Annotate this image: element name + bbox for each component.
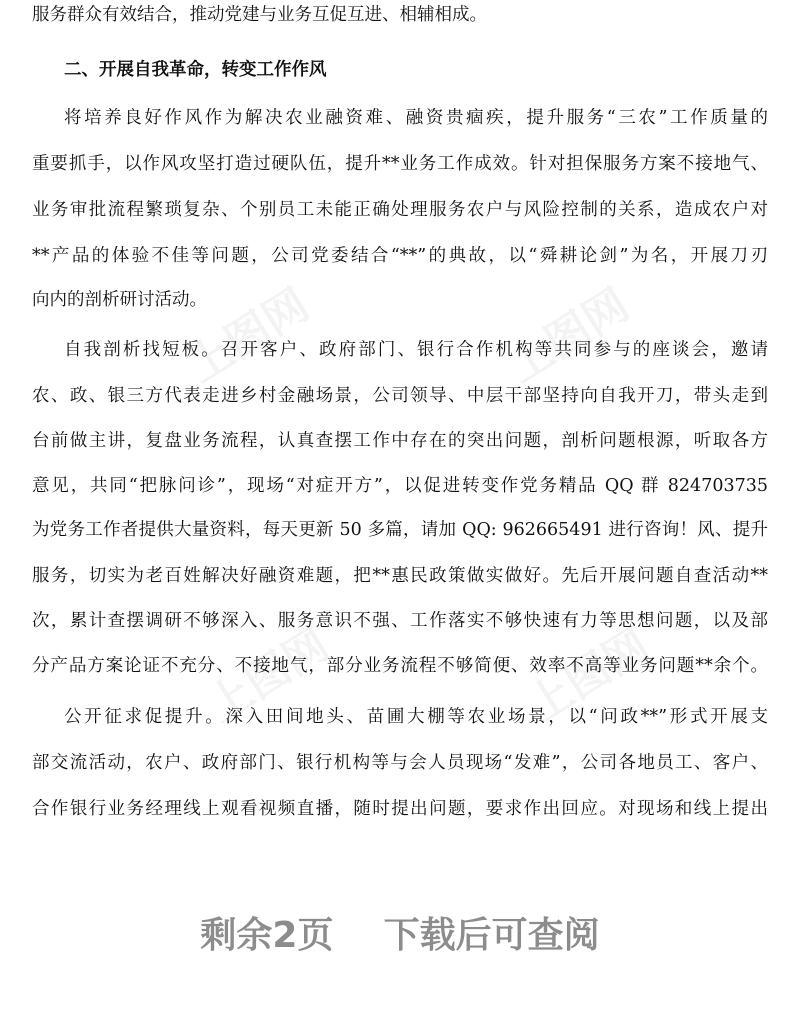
paragraph-line: 将培养良好作风作为解决农业融资难、融资贵痼疾，提升服务“三农”工作质量的 [64,108,768,128]
paragraph-line: 次，累计查摆调研不够深入、服务意识不强、工作落实不够快速有力等思想问题，以及部 [32,611,768,631]
paragraph-line: 公开征求促提升。深入田间地头、苗圃大棚等农业场景，以“问政**”形式开展支 [64,707,768,727]
paragraph-line: 服务，切实为老百姓解决好融资难题，把**惠民政策做实做好。先后开展问题自查活动** [32,566,768,586]
download-hint-text: 下载后可查阅 [383,915,600,956]
paragraph-line: 重要抓手，以作风攻坚打造过硬队伍，提升**业务工作成效。针对担保服务方案不接地气、 [32,154,768,174]
paragraph-line: 向内的剖析研讨活动。 [32,290,207,310]
paragraph-line: 部交流活动，农户、政府部门、银行机构等与会人员现场“发难”，公司各地员工、客户、 [32,753,768,773]
paragraph-line: 台前做主讲，复盘业务流程，认真查摆工作中存在的突出问题，剖析问题根源，听取各方 [32,431,768,451]
watermark: 上图网 [178,279,318,393]
paragraph-line: 分产品方案论证不充分、不接地气，部分业务流程不够简便、效率不高等业务问题**余个。 [32,656,768,676]
paragraph-line: 业务审批流程繁琐复杂、个别员工未能正确处理服务农户与风险控制的关系，造成农户对 [32,200,768,220]
watermark: 上图网 [518,619,658,733]
paragraph-line: 农、政、银三方代表走进乡村金融场景，公司领导、中层干部坚持向自我开刀，带头走到 [32,386,768,406]
watermark: 上图网 [198,619,338,733]
paragraph-line: 合作银行业务经理线上观看视频直播，随时提出问题，要求作出回应。对现场和线上提出 [32,799,768,819]
download-prompt-banner[interactable] [0,908,800,964]
paragraph-line: **产品的体验不佳等问题，公司党委结合“**”的典故，以“舜耕论剑”为名，开展刀刃 [32,246,768,266]
paragraph-line: 为党务工作者提供大量资料，每天更新 50 多篇，请加 QQ: 962665491 进行咨询！风、提升 [32,520,768,540]
remaining-pages-text: 剩余2页 [200,915,334,956]
paragraph-line: 自我剖析找短板。召开客户、政府部门、银行合作机构等共同参与的座谈会，邀请 [64,340,768,360]
paragraph-line: 服务群众有效结合，推动党建与业务互促互进、相辅相成。 [32,5,487,25]
banner-spacer [333,915,383,956]
watermark: 上图网 [498,279,638,393]
section-heading: 二、开展自我革命，转变工作作风 [64,60,327,80]
paragraph-line: 意见，共同“把脉问诊”，现场“对症开方”，以促进转变作党务精品 QQ 群 824703735 [32,476,768,496]
